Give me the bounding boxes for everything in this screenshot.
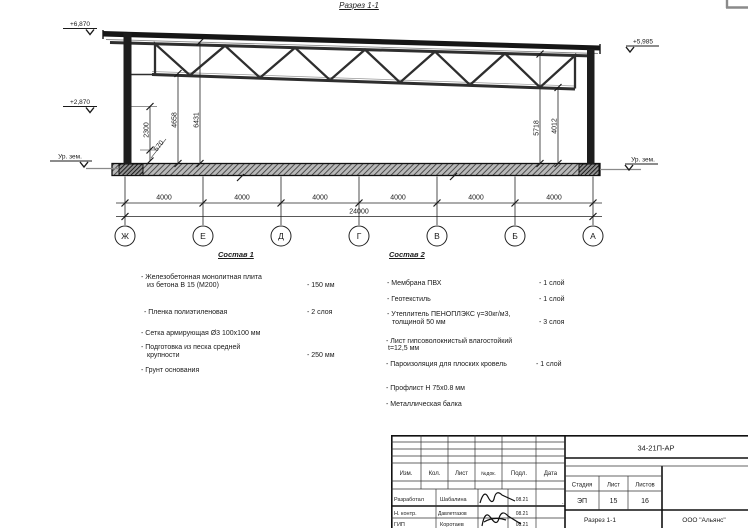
footing-right [579,164,599,176]
elevation-mark-right-ground [625,157,658,171]
svg-text:+2,870: +2,870 [69,99,91,106]
svg-text:Е: Е [200,231,206,241]
truss-bottom-chord [130,72,575,90]
svg-text:+5,985: +5,985 [632,38,654,46]
axis-lines [125,177,593,226]
svg-text:15: 15 [609,498,618,505]
comp1-item-value: - 2 слоя [307,309,333,316]
svg-text:Разработал: Разработал [394,497,424,503]
svg-text:08.21: 08.21 [515,497,529,503]
elevation-mark-left-ground [50,154,92,168]
svg-text:08.21: 08.21 [515,511,529,517]
vertical-dim-labels [143,112,558,153]
svg-text:Б: Б [512,231,518,241]
svg-text:Д: Д [278,231,284,241]
title-block [391,435,748,528]
stray-dot: . [562,500,564,506]
elevation-mark-right-top [626,39,659,53]
svg-text:Давлетгазов: Давлетгазов [438,511,467,517]
svg-text:Коротаев: Коротаев [440,522,464,528]
comp2-item-value: - 3 слоя [539,318,565,326]
comp1-title: Состав 1 [218,250,254,259]
comp1-item: крупности [147,351,180,359]
svg-text:4658: 4658 [171,112,179,128]
svg-text:А: А [590,231,596,241]
vertical-dim-lines [128,42,558,164]
svg-text:Дата: Дата [543,471,558,477]
svg-text:Ур. зем.: Ур. зем. [631,156,655,164]
sheet-corner-mark [726,0,748,8]
titleblock-header-cells [400,471,558,477]
svg-text:+6,870: +6,870 [69,21,91,28]
comp2-item: - Геотекстиль [387,296,431,303]
comp1-item: - Пленка полиэтиленовая [144,309,228,316]
svg-text:Лист: Лист [606,482,621,489]
svg-text:4000: 4000 [546,194,562,202]
company-name: ООО "Альянс" [682,517,726,524]
comp2-item: - Лист гипсоволокнистый влагостойкий [386,337,513,345]
svg-text:4000: 4000 [312,194,328,202]
section-drawing [0,0,748,250]
floor-slab [112,164,600,176]
stage-table [572,483,655,506]
svg-text:ЭП: ЭП [576,498,588,505]
comp1-item-value: - 250 мм [307,351,335,359]
comp2-item-value: - 1 слой [539,279,565,287]
comp1-item-value: - 150 мм [307,281,335,289]
comp2-item: t=12,5 мм [388,345,420,352]
titleblock-drawing-name: Разрез 1-1 [584,517,616,524]
svg-text:Ж: Ж [121,231,129,241]
comp1-item: из бетона В 15 (М200) [147,281,219,289]
svg-text:Подл.: Подл. [510,471,528,477]
section-title: Разрез 1-1 [339,1,379,10]
comp2-item: - Профлист Н 75х0.8 мм [386,385,465,392]
comp2-title: Состав 2 [389,250,425,259]
svg-text:Шабалина: Шабалина [440,497,467,503]
svg-text:16: 16 [641,498,649,505]
axis-bubbles [115,226,603,246]
svg-text:570: 570 [152,139,166,153]
svg-text:Лист: Лист [454,471,469,477]
column-right [587,49,595,164]
comp1-item: - Подготовка из песка средней [141,344,241,351]
comp2-item: - Мембрана ПВХ [387,279,442,287]
svg-text:4000: 4000 [468,194,484,202]
svg-text:4000: 4000 [234,194,250,202]
comp2-item: - Пароизоляция для плоских кровель [386,360,507,368]
svg-text:ГИП: ГИП [394,522,405,528]
comp1-item: - Железобетонная монолитная плита [141,274,262,281]
svg-text:Стадия: Стадия [571,482,593,489]
svg-text:Г: Г [356,231,362,241]
svg-text:Кол.: Кол. [428,471,441,477]
svg-text:4000: 4000 [390,194,406,202]
elevation-mark-left-mid [63,99,97,113]
comp1-item: - Грунт основания [141,367,200,374]
comp1-item: - Сетка армирующая Ø3 100х100 мм [141,330,261,337]
comp2-item-value: - 1 слой [536,360,562,368]
svg-text:08.21: 08.21 [515,522,529,528]
svg-text:5718: 5718 [533,120,541,136]
footing-left [119,164,143,176]
comp2-item: толщиной 50 мм [392,318,446,326]
comp2-item-value: - 1 слой [539,296,565,303]
comp2-item: - Утеплитель ПЕНОПЛЭКС γ=30кг/м3, [387,311,511,318]
svg-text:Листов: Листов [635,482,655,489]
svg-text:В: В [434,231,440,241]
doc-code: 34-21П-АР [637,443,675,453]
svg-text:6431: 6431 [193,112,201,128]
svg-text:4000: 4000 [156,194,172,202]
column-left [124,33,132,164]
svg-text:2300: 2300 [143,122,151,138]
comp2-item: - Металлическая балка [386,400,462,408]
svg-text:Изм.: Изм. [399,471,413,477]
svg-text:Ур. зем.: Ур. зем. [58,153,82,161]
elevation-mark-left-top [63,21,97,35]
svg-text:4012: 4012 [551,118,559,134]
total-dim-label: 24000 [349,208,369,216]
svg-text:Н. контр.: Н. контр. [394,511,417,517]
svg-text:№док.: №док. [481,471,496,477]
